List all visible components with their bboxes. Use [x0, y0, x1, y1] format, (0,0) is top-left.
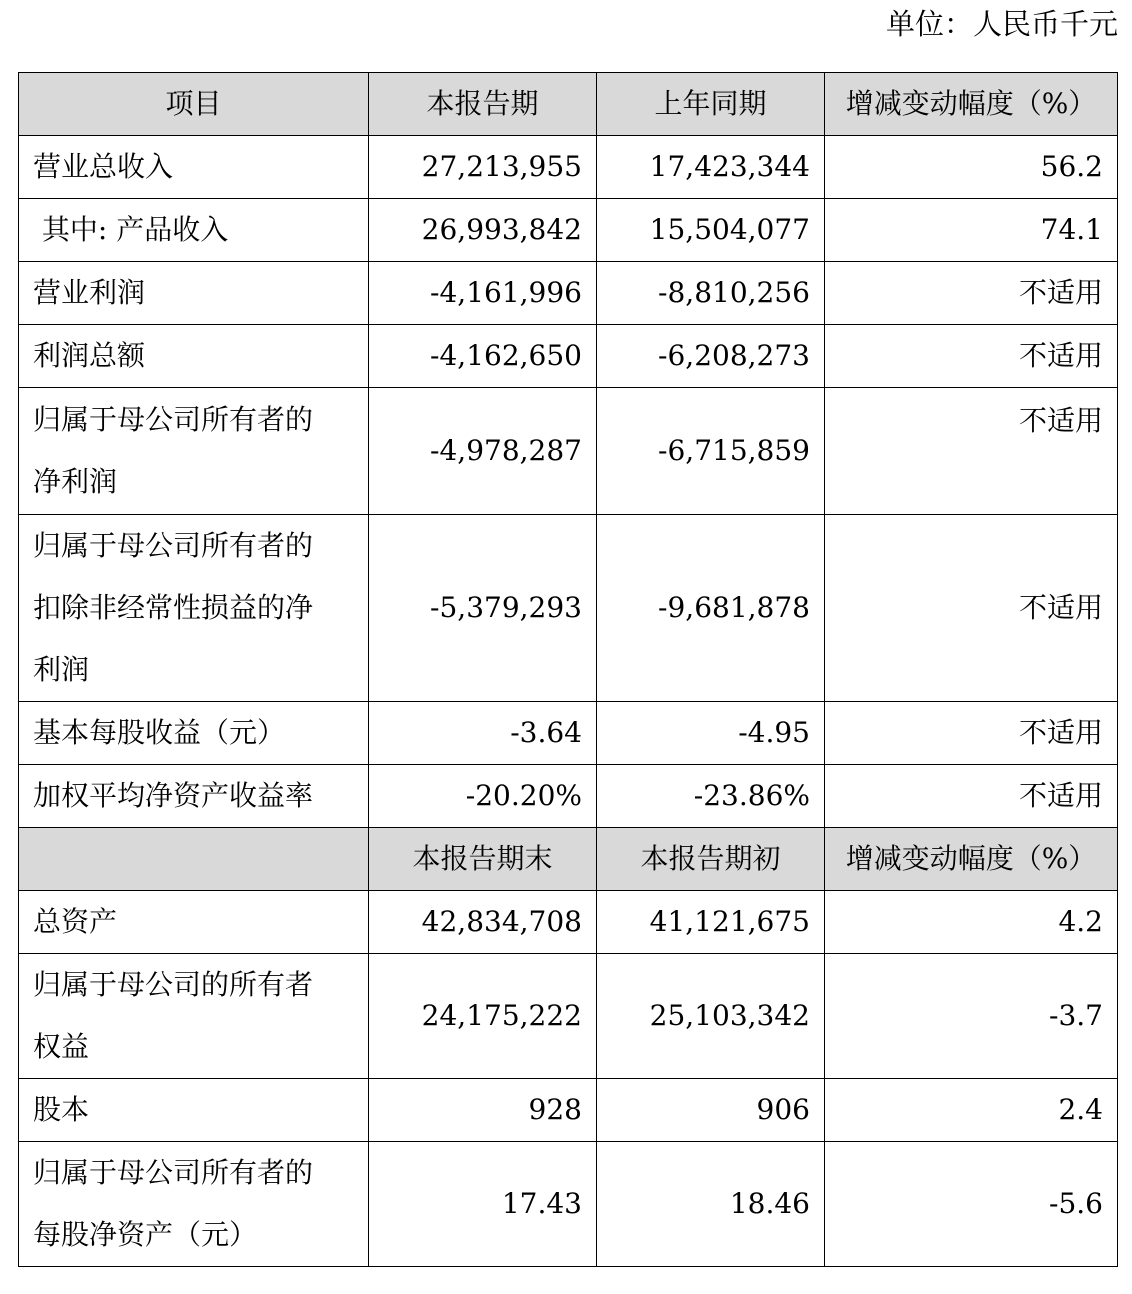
cell-current: 928 — [369, 1079, 597, 1142]
cell-prior: 18.46 — [597, 1142, 825, 1267]
header-row-balance — [19, 828, 1118, 891]
row-label-line: 总资产 — [33, 905, 118, 938]
row-label — [19, 199, 369, 262]
table-row — [19, 515, 1118, 702]
header-change-percent: 增减变动幅度（%） — [825, 73, 1118, 136]
cell-current: -4,162,650 — [369, 325, 597, 388]
table-row — [19, 388, 1118, 515]
header-row-period — [19, 73, 1118, 136]
header-period-start: 本报告期初 — [597, 828, 825, 891]
row-label-line: 扣除非经常性损益的净 — [33, 591, 314, 624]
cell-current: 27,213,955 — [369, 136, 597, 199]
cell-prior: 17,423,344 — [597, 136, 825, 199]
cell-change: 不适用 — [825, 515, 1118, 702]
cell-change: -5.6 — [825, 1142, 1118, 1267]
table-row — [19, 325, 1118, 388]
row-label — [19, 765, 369, 828]
unit-label: 单位：人民币千元 — [885, 7, 1118, 41]
row-label — [19, 702, 369, 765]
header-current-period: 本报告期 — [369, 73, 597, 136]
cell-prior: -4.95 — [597, 702, 825, 765]
row-label — [19, 954, 369, 1079]
row-label — [19, 891, 369, 954]
row-label-line: 归属于母公司所有者的 — [33, 1156, 314, 1189]
row-label — [19, 1079, 369, 1142]
cell-current: -20.20% — [369, 765, 597, 828]
row-label-line: 每股净资产（元） — [33, 1218, 258, 1251]
header-item: 项目 — [19, 73, 369, 136]
cell-prior: -23.86% — [597, 765, 825, 828]
row-label-line: 营业利润 — [33, 276, 146, 309]
row-label — [19, 136, 369, 199]
financial-summary-table — [18, 72, 1118, 1267]
cell-prior: -6,208,273 — [597, 325, 825, 388]
row-label — [19, 262, 369, 325]
cell-change: 不适用 — [825, 388, 1118, 515]
row-label-line: 归属于母公司的所有者 — [33, 968, 314, 1001]
row-label — [19, 1142, 369, 1267]
cell-change: 不适用 — [825, 262, 1118, 325]
cell-current: 17.43 — [369, 1142, 597, 1267]
cell-current: -3.64 — [369, 702, 597, 765]
cell-change: 4.2 — [825, 891, 1118, 954]
cell-current: -4,161,996 — [369, 262, 597, 325]
cell-change: 不适用 — [825, 702, 1118, 765]
row-label-line: 权益 — [33, 1030, 90, 1063]
cell-prior: -9,681,878 — [597, 515, 825, 702]
header-prior-period: 上年同期 — [597, 73, 825, 136]
row-label-line: 净利润 — [33, 465, 118, 498]
table-row — [19, 765, 1118, 828]
row-label-line: 归属于母公司所有者的 — [33, 529, 314, 562]
table-row — [19, 136, 1118, 199]
row-label — [19, 388, 369, 515]
table-row — [19, 702, 1118, 765]
cell-prior: 15,504,077 — [597, 199, 825, 262]
row-label-line: 利润总额 — [33, 339, 146, 372]
cell-prior: 906 — [597, 1079, 825, 1142]
row-label-line: 基本每股收益（元） — [33, 716, 286, 749]
cell-prior: 25,103,342 — [597, 954, 825, 1079]
row-label-line: 利润 — [33, 653, 90, 686]
cell-current: 26,993,842 — [369, 199, 597, 262]
cell-change: 不适用 — [825, 325, 1118, 388]
table-row — [19, 1079, 1118, 1142]
row-label-line: 其中: 产品收入 — [33, 213, 229, 246]
cell-current: 42,834,708 — [369, 891, 597, 954]
row-label-line: 加权平均净资产收益率 — [33, 779, 314, 812]
table-row — [19, 199, 1118, 262]
cell-current: -4,978,287 — [369, 388, 597, 515]
table-row — [19, 1142, 1118, 1267]
cell-current: -5,379,293 — [369, 515, 597, 702]
table-row — [19, 954, 1118, 1079]
cell-prior: -8,810,256 — [597, 262, 825, 325]
row-label — [19, 515, 369, 702]
row-label-line: 归属于母公司所有者的 — [33, 403, 314, 436]
table-row — [19, 262, 1118, 325]
cell-prior: 41,121,675 — [597, 891, 825, 954]
cell-current: 24,175,222 — [369, 954, 597, 1079]
row-label-line: 股本 — [33, 1093, 90, 1126]
header-change-percent: 增减变动幅度（%） — [825, 828, 1118, 891]
cell-change: 2.4 — [825, 1079, 1118, 1142]
cell-change: 56.2 — [825, 136, 1118, 199]
cell-change: -3.7 — [825, 954, 1118, 1079]
table-row — [19, 891, 1118, 954]
cell-prior: -6,715,859 — [597, 388, 825, 515]
row-label-line: 营业总收入 — [33, 150, 174, 183]
header-period-end: 本报告期末 — [369, 828, 597, 891]
row-label — [19, 325, 369, 388]
header-item-blank — [19, 828, 369, 891]
cell-change: 74.1 — [825, 199, 1118, 262]
cell-change: 不适用 — [825, 765, 1118, 828]
